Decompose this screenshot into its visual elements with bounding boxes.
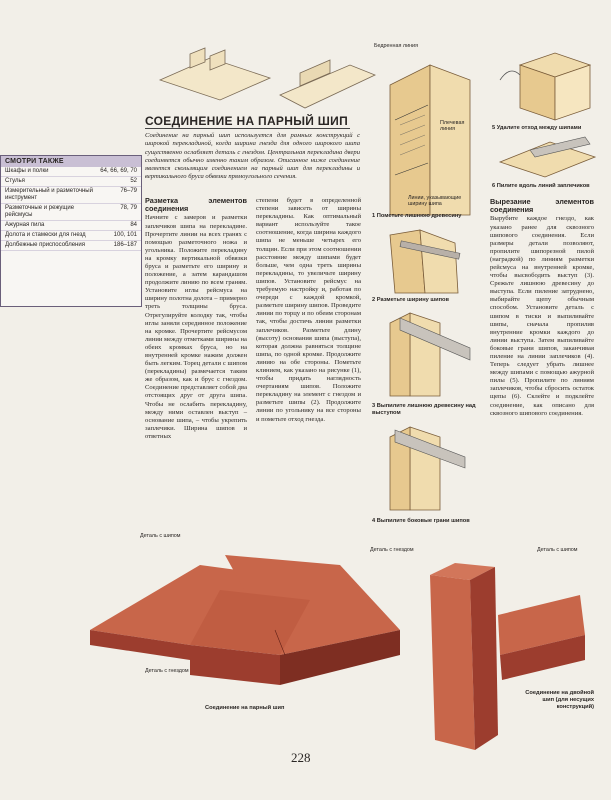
see-also-item-label: Ажурная пила xyxy=(5,222,45,228)
see-also-item-label: Стулья xyxy=(5,178,25,184)
text-column-4 xyxy=(490,198,594,418)
step-1-caption: 1 Пометьте лишнюю древесину xyxy=(372,213,462,219)
waste-line-callout: Бедренная линия xyxy=(374,43,418,49)
tenon-part-callout-left: Деталь с шипом xyxy=(140,533,181,539)
text-column-1 xyxy=(145,197,247,441)
step-4-illustration xyxy=(370,422,482,514)
text-column-2 xyxy=(256,197,361,424)
joint-header-illustration xyxy=(150,40,380,115)
see-also-item xyxy=(1,231,141,241)
see-also-item xyxy=(1,167,141,177)
step-2-caption: 2 Разметьте ширину шипов xyxy=(372,297,450,303)
page-title: СОЕДИНЕНИЕ НА ПАРНЫЙ ШИП xyxy=(145,114,349,128)
main-caption-right: Соединение на двойной шип (для несущих конструкций) xyxy=(525,690,594,710)
see-also-item xyxy=(1,241,141,251)
see-also-item-pages: 84 xyxy=(130,222,137,228)
see-also-item-label: Долбежные приспособления xyxy=(5,242,85,248)
see-also-item-pages: 186–187 xyxy=(113,242,137,248)
cutting-text: Вырубите каждое гнездо, как указано ранее для сквозного шипового соединения. Если размеры детали позволяют, пропилите шипорезной пилой (наградкой) по линиям разметки рейсмуса на внутренней кромке, чтобы высвободить выступ (3). Срежьте лишнюю древесину до выступа. Если пиление затруднено, выбирайте щепу обычным способом. Установите деталь с шипом в тиски и выпиливайте шипы, сначала пропилив внутренние кромки каждого до линии выступа. Затем выпиливайте боковые грани шипов, заканчивая пиление на линии заплечиков (4). Теперь следует убрать лишнее между шипами с помощью ажурной пилы (5). Пропилите по линиям заплечиков, чтобы сбросить остаток щепы (6). Склейте и подклейте соединение, как описано для сквозного шипового соединения. xyxy=(490,215,594,417)
see-also-title: СМОТРИ ТАКЖЕ xyxy=(1,156,141,167)
see-also-item-pages: 76–79 xyxy=(120,188,137,194)
see-also-item-label: Долота и стамески для гнезд xyxy=(5,232,86,238)
mortise-part-callout-left: Деталь с гнездом xyxy=(145,668,189,674)
see-also-item xyxy=(1,204,141,221)
see-also-item xyxy=(1,177,141,187)
see-also-item xyxy=(1,187,141,204)
see-also-item-label: Шкафы и полки xyxy=(5,168,49,174)
step-4-caption: 4 Выпилите боковые грани шипов xyxy=(372,518,470,524)
title-divider xyxy=(145,128,350,129)
step-2-illustration xyxy=(370,225,482,295)
step-5-caption: 5 Удалите отход между шипами xyxy=(492,125,582,131)
page-number: 228 xyxy=(291,750,311,765)
intro-paragraph: Соединение на парный шип используется для рамных конструкций с широкой перекладиной, когда ширина гнезда для одного широкого шипа существенно ослабляет деталь с гнездом. Центральная перекладина двери соединяется обычно именно таким образом. Описанное ниже соединение является скользящим соединением на парный шип для перекладины и вертикального бруса обвязки прямоугольного сечения. xyxy=(145,132,360,181)
see-also-item-label: Разметочные и режущие рейсмусы xyxy=(5,205,75,218)
see-also-list xyxy=(1,167,141,251)
marking-text-continued: степени будет в определенной степени зависеть от ширины перекладины. Как оптимальный вариант используйте такое соотношение, когда ширина каждого шипа не меньше четырех его толщин. Если при этом соотношении расстояние между шипами будет больше, чем одна треть ширины перекладины, то увеличьте ширину шипов. Установите рейсмус на требуемую настройку и, работая по очереди с каждой кромкой, разметьте ширину шипов. Проведите линии по торцу и по обеим сторонам так, чтобы достичь линии разметки заплечиков. Разметьте длину (высоту) основания шипа (выступа), которая должна равняться толщине шипа, по одной кромке. Продолжите линию на обе стороны. Пометьте клинием, как указано на рисунке (1), чтобы придать наглядность очертаниям шипов. Положите перекладину на элемент с гнездом и разметьте шипы (2). Продолжите линии по угольнику на все стороны и пометьте отход гнезда. xyxy=(256,197,361,423)
cutting-heading: Вырезание элементов соединения xyxy=(490,197,594,215)
double-tenon-illustration xyxy=(420,555,590,755)
shoulder-line-callout: Плечевая линия xyxy=(440,120,465,133)
step-5-illustration xyxy=(490,45,600,125)
tenon-part-callout-right: Деталь с шипом xyxy=(537,547,578,553)
see-also-item-pages: 64, 66, 69, 70 xyxy=(100,168,137,174)
see-also-box xyxy=(0,155,142,307)
marking-heading: Разметка элементов соединения xyxy=(145,196,247,214)
see-also-item-pages: 100, 101 xyxy=(113,232,137,238)
see-also-item xyxy=(1,221,141,231)
see-also-item-pages: 52 xyxy=(130,178,137,184)
see-also-item-pages: 78, 79 xyxy=(120,205,137,211)
step-3-caption: 3 Выпилите лишнюю древесину над выступом xyxy=(372,403,476,416)
main-caption-left: Соединение на парный шип xyxy=(205,705,285,711)
step-6-illustration xyxy=(490,132,600,182)
step-6-caption: 6 Пилите вдоль линий заплечиков xyxy=(492,183,590,189)
see-also-item-label: Измерительный и разметочный инструмент xyxy=(5,188,93,201)
marking-text: Начните с замеров и разметки заплечиков шипа на перекладине. Прочертите линии на всех гранях с помощью разметочного ножа и угольника. Положите перекладину на кромку вертикальной обвязки бруса и разметьте его ширину и положение, а затем карандашом продолжите линию по всем граням. Установите иглы рейсмуса на ширину полотна долота – примерно треть толщины бруса. Отрегулируйте колодку так, чтобы иглы заняли серединное положение на кромке. Прочертите рейсмусом линии между отметками ширины на обеих кромках бруса, но на внутренней кромке нажим должен быть легким. Торец детали с шипом (перекладины) размечается таким же образом, как и брус с гнездом. Соединение представляет собой два отстоящих друг от друга шипа. Чтобы не ослабить перекладину, между ними оставлен выступ – основание шипа, – чтобы укрепить заплечики. Ширина шипов и ответных xyxy=(145,214,247,440)
mortise-part-callout-right: Деталь с гнездом xyxy=(370,547,414,553)
step-3-illustration xyxy=(370,308,482,400)
tenon-width-callout: Линии, указывающие ширину шипа xyxy=(408,195,462,208)
